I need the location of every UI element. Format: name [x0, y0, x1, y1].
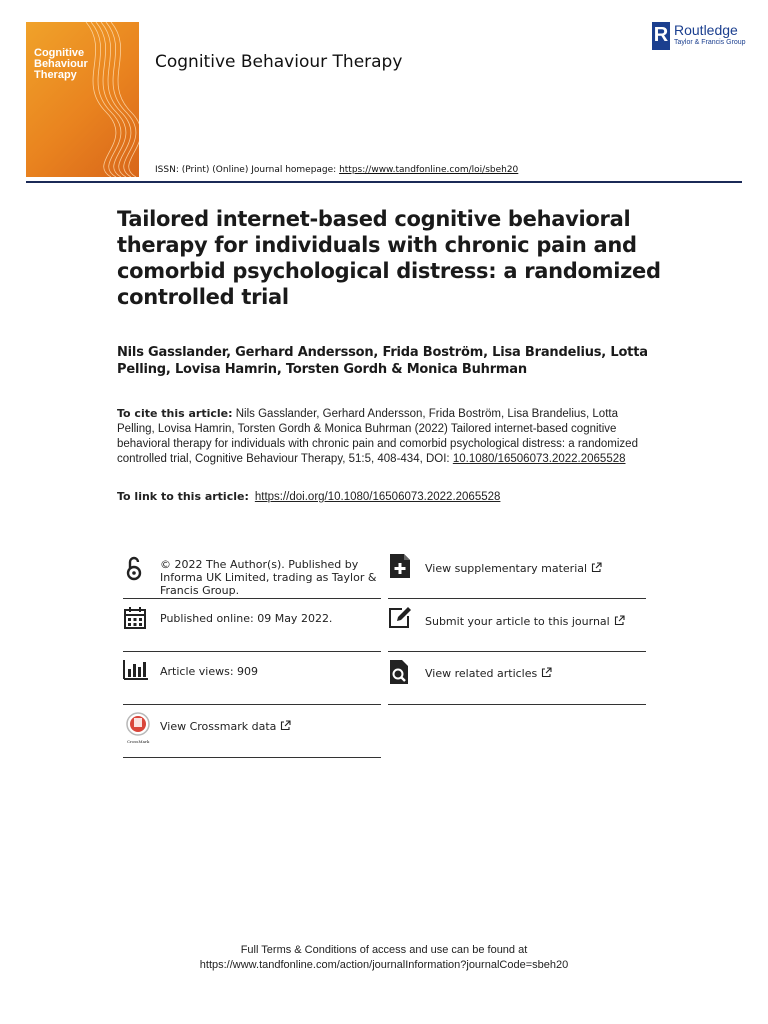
- calendar-icon: [123, 606, 147, 630]
- crossmark-label: View Crossmark data: [160, 720, 277, 733]
- terms-url[interactable]: https://www.tandfonline.com/action/journalInformation?journalCode=sbeh20: [199, 959, 569, 971]
- cell-divider: [123, 651, 381, 652]
- article-link-label: To link to this article:: [117, 490, 249, 503]
- open-access-icon: [123, 556, 145, 582]
- publisher-subtitle: Taylor & Francis Group: [674, 39, 746, 46]
- supplementary-label: View supplementary material: [425, 562, 588, 575]
- journal-cover-image: [26, 22, 139, 177]
- supplementary-text: [425, 562, 602, 575]
- citation-text: Nils Gasslander, Gerhard Andersson, Frida Boström, Lisa Brandelius, Lotta Pelling, Lovisa Hamrin, Torsten Gordh & Monica Buhrman (2022) Tailored internet-based cognitive behavioral therapy for individuals with chronic pain and comorbid psychological distress: a randomized controlled trial, Cognitive Behaviour Therapy, 51:5, 408-434, DOI:: [117, 408, 638, 465]
- crossmark-text: [160, 720, 291, 733]
- external-link-icon: [280, 720, 291, 731]
- published-date-info: [123, 606, 381, 646]
- article-authors: Nils Gasslander, Gerhard Andersson, Frida Boström, Lisa Brandelius, Lotta Pelling, Lovisa Hamrin, Torsten Gordh & Monica Buhrman: [117, 345, 648, 377]
- cell-divider: [388, 704, 646, 705]
- header-divider: [26, 181, 742, 183]
- article-link-line: [117, 490, 500, 503]
- cell-divider: [388, 651, 646, 652]
- cell-divider: [123, 757, 381, 758]
- crossmark-logo-text: CrossMark: [127, 739, 150, 744]
- cover-title: Cognitive Behaviour Therapy: [34, 47, 88, 81]
- published-date-text: Published online: 09 May 2022.: [160, 612, 333, 625]
- journal-name[interactable]: Cognitive Behaviour Therapy: [155, 52, 403, 72]
- citation-doi-link[interactable]: 10.1080/16506073.2022.2065528: [452, 453, 626, 465]
- issn-line: [155, 165, 518, 175]
- routledge-logo-icon: R: [652, 22, 670, 50]
- add-file-icon: [388, 553, 412, 579]
- related-articles-link[interactable]: [388, 659, 646, 699]
- journal-homepage-link[interactable]: https://www.tandfonline.com/loi/sbeh20: [339, 165, 519, 175]
- cell-divider: [123, 598, 381, 599]
- terms-footer: [0, 943, 768, 973]
- external-link-icon: [614, 615, 625, 626]
- supplementary-material-link[interactable]: [388, 553, 646, 595]
- submit-label: Submit your article to this journal: [425, 615, 610, 628]
- issn-text: ISSN: (Print) (Online) Journal homepage:: [155, 165, 340, 175]
- cell-divider: [388, 598, 646, 599]
- article-views-info: [123, 659, 381, 699]
- publisher-name: Routledge: [674, 22, 738, 38]
- bar-chart-icon: [123, 659, 149, 681]
- article-doi-link[interactable]: https://doi.org/10.1080/16506073.2022.2065528: [254, 491, 501, 503]
- edit-icon: [388, 606, 412, 630]
- article-views-text: Article views: 909: [160, 665, 259, 678]
- citation-block: [117, 406, 657, 467]
- search-document-icon: [388, 659, 412, 685]
- crossmark-link[interactable]: [123, 712, 381, 752]
- cover-wave-pattern: [26, 22, 139, 177]
- open-access-text: © 2022 The Author(s). Published by Informa UK Limited, trading as Taylor & Francis Group.: [160, 558, 377, 597]
- article-title: Tailored internet-based cognitive behavioral therapy for individuals with chronic pain and comorbid psychological distress: a randomized controlled trial: [117, 207, 661, 309]
- external-link-icon: [541, 667, 552, 678]
- terms-line-1: Full Terms & Conditions of access and use can be found at: [240, 944, 528, 956]
- submit-text: [425, 615, 625, 628]
- related-text: [425, 667, 552, 680]
- open-access-info: [123, 556, 381, 598]
- cell-divider: [123, 704, 381, 705]
- related-label: View related articles: [425, 667, 538, 680]
- external-link-icon: [591, 562, 602, 573]
- citation-label: To cite this article:: [117, 407, 233, 420]
- submit-article-link[interactable]: [388, 606, 646, 646]
